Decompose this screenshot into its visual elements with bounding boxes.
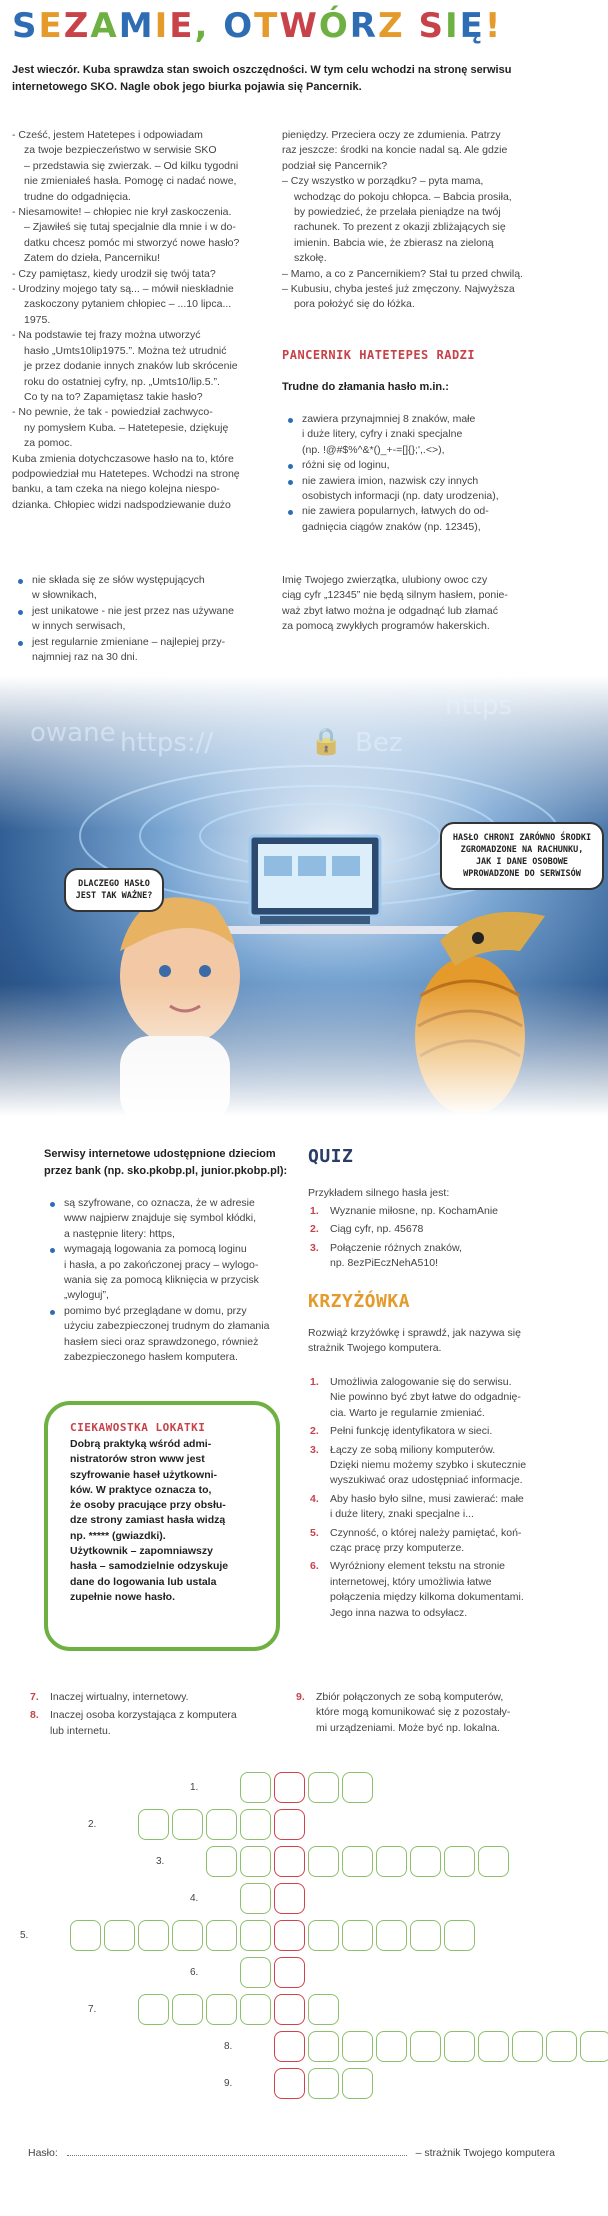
crossword-clue [28, 1708, 288, 1739]
answer-label: Hasło: [28, 2147, 58, 2159]
advice-item [12, 604, 282, 635]
crossword-cell[interactable] [274, 1957, 305, 1988]
crossword-clue-line: lub internetu. [50, 1724, 111, 1737]
story-line: – przedstawia się zwierzak. – Od kilku tygodni [24, 159, 239, 172]
crossword-clue [308, 1559, 598, 1621]
crossword-clue-line: cia. Warto je regularnie zmieniać. [330, 1406, 485, 1419]
title-letter: E [169, 6, 195, 46]
title-letter [405, 6, 419, 46]
title-letter: R [349, 6, 378, 46]
advice-item-line: jest regularnie zmieniane – najlepiej przy- [32, 635, 226, 648]
curiosity-line: np. ***** (gwiazdki). [70, 1529, 166, 1542]
bank-item-line: pomimo być przeglądane w domu, przy [64, 1304, 247, 1317]
advice-item-line: zawiera przynajmniej 8 znaków, małe [302, 413, 476, 425]
bank-item-line: wymagają logowania za pomocą loginu [64, 1243, 247, 1256]
answer-suffix: – strażnik Twojego komputera [415, 2147, 555, 2159]
crossword-cell[interactable] [308, 1846, 339, 1877]
crossword-cell[interactable] [546, 2031, 577, 2062]
crossword-cell[interactable] [410, 1920, 441, 1951]
title-letter: Z [377, 6, 405, 46]
crossword-clue-line: Inaczej wirtualny, internetowy. [50, 1691, 189, 1703]
quiz-option-line: Wyznanie miłosne, np. KochamAnie [330, 1205, 498, 1217]
advice-item-line: w słownikach, [32, 589, 97, 602]
story-line: szkołę. [294, 252, 327, 265]
advice-item-line: gadnięcia ciągów znaków (np. 12345), [302, 520, 481, 533]
crossword-clues-1-6 [308, 1375, 598, 1624]
story-line: - No pewnie, że tak - powiedział zachwyco- [12, 406, 213, 419]
item-number: 4. [310, 1492, 319, 1505]
crossword-clue-line: i duże litery, znaki specjalne i... [330, 1508, 474, 1521]
crossword-cell[interactable] [172, 1994, 203, 2025]
speech-bubble-boy [64, 868, 164, 912]
crossword-clue-line: Umożliwia zalogowanie się do serwisu. [330, 1376, 512, 1388]
item-number: 3. [310, 1241, 319, 1254]
story-line: – Kubusiu, chyba jesteś już zmęczony. Najwyższa [282, 283, 515, 296]
bubble-line: JAK I DANE OSOBOWE [475, 857, 569, 867]
title-letter: W [279, 6, 319, 46]
advice-item-line: (np. !@#$%^&*()_+-=[]{};',.<>), [302, 443, 445, 456]
crossword-row-label: 1. [190, 1782, 199, 1793]
crossword-row-label: 4. [190, 1893, 199, 1904]
crossword-cell[interactable] [308, 1772, 339, 1803]
crossword-clue-line: Aby hasło było silne, musi zawierać: małe [330, 1492, 524, 1505]
title-letter: Ó [318, 6, 350, 46]
curiosity-line: Użytkownik – zapomniawszy [70, 1545, 213, 1558]
story-line: rachunek. To prezent z okazji zbliżających się [294, 221, 506, 234]
bank-item [44, 1304, 294, 1366]
item-number: 1. [310, 1376, 319, 1388]
story-line: je przez dodanie innych znaków lub skrócenie [24, 360, 238, 373]
crossword-cell[interactable] [172, 1809, 203, 1840]
crossword-cell[interactable] [274, 2031, 305, 2062]
advice-item [12, 635, 282, 666]
bubble-line: ZGROMADZONE NA RACHUNKU, [460, 845, 584, 855]
crossword-cell[interactable] [274, 1809, 305, 1840]
advice-note-line: za pomocą zwykłych programów hakerskich. [282, 620, 490, 633]
curiosity-line: ków. W praktyce oznacza to, [70, 1483, 212, 1496]
crossword-grid [0, 1760, 608, 2120]
story-line: - Urodziny mojego taty są... – mówił nieskładnie [12, 283, 234, 296]
crossword-cell[interactable] [274, 1772, 305, 1803]
story-line: datku chcesz pomóc mi stworzyć nowe hasło? [24, 236, 240, 249]
crossword-cell[interactable] [206, 1994, 237, 2025]
item-number: 6. [310, 1560, 319, 1573]
intro-paragraph: Jest wieczór. Kuba sprawdza stan swoich oszczędności. W tym celu wchodzi na stronę serwisu internetowego SKO. Nagle obok jego biurka pojawia się Pancernik. [12, 64, 512, 93]
bank-item [44, 1242, 294, 1304]
advice-item-line: w innych serwisach, [32, 620, 126, 633]
crossword-cell[interactable] [206, 1846, 237, 1877]
screen-text-1: owane [30, 718, 116, 748]
crossword-row-label: 6. [190, 1967, 199, 1978]
story-right-column [282, 128, 582, 313]
crossword-cell[interactable] [240, 1883, 271, 1914]
crossword-clue-line: połączenia między kilkoma dokumentami. [330, 1591, 524, 1604]
crossword-cell[interactable] [138, 1994, 169, 2025]
item-number: 8. [30, 1709, 39, 1722]
story-line: pieniędzy. Przeciera oczy ze zdumienia. Patrzy [282, 129, 501, 141]
advice-item-line: różni się od loginu, [302, 459, 390, 472]
story-line: – Mamo, a co z Pancernikiem? Stał tu przed chwilą. [282, 267, 524, 280]
crossword-clue-line: Dzięki niemu możemy szybko i skutecznie [330, 1459, 527, 1472]
item-number: 3. [310, 1443, 319, 1456]
crossword-intro-line: strażnik Twojego komputera. [308, 1342, 442, 1355]
crossword-cell[interactable] [478, 2031, 509, 2062]
bubble-line: HASŁO CHRONI ZARÓWNO ŚRODKI [452, 833, 592, 843]
lock-icon: 🔒 [310, 726, 343, 756]
advice-list-continued [12, 573, 282, 665]
crossword-clues-7-8 [28, 1690, 288, 1742]
story-line: – Czy wszystko w porządku? – pyta mama, [282, 175, 484, 188]
crossword-row-label: 7. [88, 2004, 97, 2015]
crossword-clue-line: Pełni funkcję identyfikatora w sieci. [330, 1425, 493, 1438]
item-number: 5. [310, 1526, 319, 1539]
story-line: hasło „Umts10lip1975.”. Można też utrudnić [24, 344, 227, 357]
crossword-cell[interactable] [274, 1846, 305, 1877]
curiosity-box [44, 1401, 280, 1651]
crossword-cell[interactable] [274, 1994, 305, 2025]
story-line: - Niesamowite! – chłopiec nie krył zaskoczenia. [12, 206, 232, 219]
title-letter: I [444, 6, 460, 46]
crossword-row-label: 8. [224, 2041, 233, 2052]
crossword-clue-line: Czynność, o której należy pamiętać, koń- [330, 1526, 522, 1539]
story-line: Kuba zmienia dotychczasowe hasło na to, które [12, 452, 234, 465]
story-line: podpowiedział mu Hatetepes. Wchodzi na stronę [12, 467, 240, 480]
crossword-cell[interactable] [444, 1920, 475, 1951]
crossword-clue-line: Łączy ze sobą miliony komputerów. [330, 1443, 496, 1456]
crossword-clue [308, 1443, 598, 1489]
crossword-cell[interactable] [172, 1920, 203, 1951]
crossword-cell[interactable] [342, 1846, 373, 1877]
story-line: Zatem do dzieła, Pancerniku! [24, 252, 160, 265]
crossword-clue [294, 1690, 584, 1736]
title-letter: Z [63, 6, 91, 46]
crossword-cell[interactable] [342, 2068, 373, 2099]
story-line: – Zjawiłeś się tutaj specjalnie dla mnie i w do- [24, 221, 236, 234]
crossword-cell[interactable] [376, 2031, 407, 2062]
crossword-cell[interactable] [274, 1883, 305, 1914]
advice-heading: PANCERNIK HATETEPES RADZI [282, 348, 476, 362]
bank-item-line: wania się za pomocą kliknięcia w przycisk [64, 1274, 259, 1287]
advice-list [282, 412, 582, 535]
advice-item-line: osobistych informacji (np. daty urodzenia), [302, 490, 499, 503]
crossword-cell[interactable] [444, 2031, 475, 2062]
curiosity-line: że osoby pracujące przy obsłu- [70, 1499, 226, 1512]
story-line: 1975. [24, 313, 51, 326]
quiz-option-line: Ciąg cyfr, np. 45678 [330, 1223, 424, 1236]
crossword-clue-line: cząc pracę przy komputerze. [330, 1542, 465, 1555]
crossword-cell[interactable] [70, 1920, 101, 1951]
crossword-intro [308, 1326, 588, 1357]
story-line: dzianka. Chłopiec widzi nadspodziewanie dużo [12, 498, 231, 511]
bank-item [44, 1196, 294, 1242]
title-letter: ! [484, 6, 503, 46]
advice-note-line: Imię Twojego zwierzątka, ulubiony owoc czy [282, 574, 488, 586]
crossword-cell[interactable] [138, 1920, 169, 1951]
crossword-cell[interactable] [580, 2031, 608, 2062]
crossword-cell[interactable] [240, 1994, 271, 2025]
quiz-heading: QUIZ [308, 1146, 354, 1167]
story-line: raz jeszcze: środki na koncie nadal są. Ale gdzie [282, 144, 508, 157]
crossword-cell[interactable] [206, 1809, 237, 1840]
crossword-clue-line: mi urządzeniami. Może być np. lokalna. [316, 1721, 500, 1734]
crossword-cell[interactable] [342, 1920, 373, 1951]
item-number: 2. [310, 1223, 319, 1236]
story-line: by powiedzieć, że przelała pieniądze na twój [294, 206, 501, 219]
crossword-clue [308, 1424, 598, 1439]
curiosity-line: szyfrowanie haseł użytkowni- [70, 1468, 218, 1481]
bank-item-line: zabezpieczonego hasłem komputera. [64, 1351, 238, 1364]
curiosity-line: hasła – samodzielnie odzyskuje [70, 1560, 229, 1573]
crossword-clue [28, 1690, 288, 1705]
item-number: 1. [310, 1205, 319, 1217]
story-line: banku, a tam czeka na niego kolejna niespo- [12, 483, 220, 496]
advice-item [282, 412, 582, 458]
bank-heading [44, 1146, 294, 1180]
quiz-options [308, 1204, 588, 1275]
answer-line [28, 2146, 588, 2159]
story-line: - Na podstawie tej frazy można utworzyć [12, 329, 201, 342]
crossword-cell[interactable] [410, 2031, 441, 2062]
bank-heading-line: przez bank (np. sko.pkobp.pl, junior.pkobp.pl): [44, 1165, 288, 1177]
advice-item-line: nie zawiera popularnych, łatwych do od- [302, 505, 489, 518]
screen-text-3: Bez [355, 728, 403, 758]
crossword-cell[interactable] [240, 1772, 271, 1803]
quiz-intro: Przykładem silnego hasła jest: [308, 1187, 450, 1199]
crossword-cell[interactable] [104, 1920, 135, 1951]
bank-item-line: www najpierw znajduje się symbol kłódki, [64, 1212, 256, 1225]
curiosity-line: Dobrą praktyką wśród admi- [70, 1438, 212, 1450]
crossword-cell[interactable] [342, 1772, 373, 1803]
crossword-cell[interactable] [240, 1846, 271, 1877]
crossword-cell[interactable] [376, 1846, 407, 1877]
crossword-cell[interactable] [376, 1920, 407, 1951]
crossword-cell[interactable] [308, 2068, 339, 2099]
curiosity-line: dane do logowania lub ustala [70, 1575, 217, 1588]
title-letter: Ę [459, 6, 485, 46]
crossword-row-label: 3. [156, 1856, 165, 1867]
bubble-line: JEST TAK WAŻNE? [75, 891, 153, 901]
crossword-clues-9 [294, 1690, 584, 1739]
curiosity-line: dze strony zamiast hasła widzą [70, 1514, 226, 1527]
illustration [0, 676, 608, 1116]
title-letter: I [154, 6, 170, 46]
advice-subheading: Trudne do złamania hasło m.in.: [282, 381, 449, 393]
crossword-clue-line: internetowej, który umożliwia łatwe [330, 1575, 492, 1588]
item-number: 7. [30, 1691, 39, 1703]
crossword-row-label: 5. [20, 1930, 29, 1941]
story-line: pora położyć się do łóżka. [294, 298, 415, 311]
advice-item-line: jest unikatowe - nie jest przez nas używane [32, 604, 234, 617]
advice-item [12, 573, 282, 604]
item-number: 2. [310, 1425, 319, 1438]
crossword-cell[interactable] [308, 1994, 339, 2025]
crossword-cell[interactable] [206, 1920, 237, 1951]
story-line: trudne do odgadnięcia. [24, 190, 131, 203]
crossword-cell[interactable] [410, 1846, 441, 1877]
crossword-row-label: 2. [88, 1819, 97, 1830]
quiz-option [308, 1241, 588, 1272]
crossword-clue [308, 1375, 598, 1421]
crossword-intro-line: Rozwiąż krzyżówkę i sprawdź, jak nazywa się [308, 1327, 521, 1339]
answer-input-line[interactable] [67, 2146, 407, 2156]
crossword-clue [308, 1492, 598, 1523]
crossword-cell[interactable] [240, 1920, 271, 1951]
story-left-column [12, 128, 294, 513]
title-letter: T [254, 6, 280, 46]
crossword-cell[interactable] [308, 1920, 339, 1951]
advice-item [282, 474, 582, 505]
story-line: Co ty na to? Zapamiętasz takie hasło? [24, 390, 203, 403]
curiosity-heading: CIEKAWOSTKA LOKATKI [70, 1421, 206, 1434]
advice-note-line: waż zbyt łatwo można je odgadnąć lub złamać [282, 604, 498, 617]
story-line: zaskoczony pytaniem chłopiec – ...10 lipca... [24, 298, 232, 311]
bubble-line: WPROWADZONE DO SERWISÓW [463, 869, 581, 879]
story-line: za twoje bezpieczeństwo w serwisie SKO [24, 144, 217, 157]
crossword-clue-line: Zbiór połączonych ze sobą komputerów, [316, 1691, 504, 1703]
crossword-cell[interactable] [342, 2031, 373, 2062]
crossword-cell[interactable] [478, 1846, 509, 1877]
story-line: nie zmieniałeś hasła. Pomogę ci nadać nowe, [24, 175, 237, 188]
crossword-clue-line: które mogą komunikować się z pozostały- [316, 1706, 511, 1719]
bank-item-line: „wyloguj”, [64, 1289, 109, 1302]
bank-item-line: użyciu zabezpieczonej trudnym do złamania [64, 1320, 270, 1333]
story-line: - Czy pamiętasz, kiedy urodził się twój tata? [12, 267, 216, 280]
crossword-cell[interactable] [308, 2031, 339, 2062]
curiosity-line: zupełnie nowe hasło. [70, 1590, 176, 1603]
title-letter: E [38, 6, 64, 46]
title-letter: O [223, 6, 255, 46]
crossword-cell[interactable] [444, 1846, 475, 1877]
curiosity-text [70, 1437, 262, 1605]
crossword-clue-line: wyszukiwać oraz udostępniać informacje. [330, 1474, 523, 1487]
crossword-clue-line: Inaczej osoba korzystająca z komputera [50, 1709, 237, 1722]
curiosity-line: nistratorów stron www jest [70, 1453, 205, 1466]
quiz-option [308, 1204, 588, 1219]
crossword-cell[interactable] [240, 1809, 271, 1840]
crossword-heading: KRZYŻÓWKA [308, 1291, 411, 1312]
title-letter: A [90, 6, 119, 46]
screen-text-2: https:// [120, 728, 214, 758]
title-letter: S [12, 6, 39, 46]
bank-item-line: hasłem sieci oraz sprawdzonego, również [64, 1335, 259, 1348]
advice-note [282, 573, 582, 635]
advice-item-line: najmniej raz na 30 dni. [32, 651, 138, 664]
advice-item-line: nie składa się ze słów występujących [32, 574, 205, 586]
story-line: roku do ostatniej cyfry, np. „Umts10/lip.5.”. [24, 375, 220, 388]
quiz-option-line: Połączenie różnych znaków, [330, 1241, 462, 1254]
bank-heading-line: Serwisy internetowe udostępnione dzieciom [44, 1148, 276, 1160]
bank-item-line: i hasła, a po zakończonej pracy – wylogo- [64, 1258, 259, 1271]
screen-text-4: https [445, 691, 512, 721]
crossword-cell[interactable] [274, 2068, 305, 2099]
crossword-clue [308, 1526, 598, 1557]
story-line: podział się Pancernik? [282, 159, 388, 172]
story-line: - Cześć, jestem Hatetepes i odpowiadam [12, 129, 203, 141]
advice-item-line: nie zawiera imion, nazwisk czy innych [302, 474, 479, 487]
story-line: ny pomysłem Kuba. – Hatetepesie, dziękuję [24, 421, 229, 434]
crossword-row-label: 9. [224, 2078, 233, 2089]
crossword-clue-line: Jego inna nazwa to odsyłacz. [330, 1606, 468, 1619]
story-line: wchodząc do pokoju chłopca. – Babcia prosiła, [294, 190, 512, 203]
bank-item-line: a następnie litery: https, [64, 1227, 175, 1240]
speech-bubble-armadillo [440, 822, 604, 890]
crossword-cell[interactable] [240, 1957, 271, 1988]
quiz-option-line: np. 8ezPiEczNehA510! [330, 1257, 438, 1270]
advice-note-line: ciąg cyfr „12345” nie będą silnym hasłem, ponie- [282, 589, 508, 602]
bank-item-line: są szyfrowane, co oznacza, że w adresie [64, 1197, 255, 1209]
crossword-cell[interactable] [274, 1920, 305, 1951]
advice-item [282, 458, 582, 473]
bubble-line: DLACZEGO HASŁO [78, 879, 150, 889]
page-title [12, 6, 502, 46]
crossword-clue-line: Nie powinno być zbyt łatwe do odgadnię- [330, 1391, 521, 1404]
story-line: imienin. Babcia wie, że zbierasz na zieloną [294, 236, 494, 249]
crossword-clue-line: Wyróżniony element tekstu na stronie [330, 1560, 505, 1573]
advice-item-line: i duże litery, cyfry i znaki specjalne [302, 428, 463, 441]
item-number: 9. [296, 1691, 305, 1703]
title-letter: S [418, 6, 445, 46]
crossword-cell[interactable] [512, 2031, 543, 2062]
title-letter: M [118, 6, 155, 46]
bank-list [44, 1196, 294, 1365]
advice-item [282, 504, 582, 535]
title-letter [209, 6, 223, 46]
crossword-cell[interactable] [138, 1809, 169, 1840]
quiz-option [308, 1222, 588, 1237]
story-line: za pomoc. [24, 437, 73, 450]
title-letter: , [194, 6, 210, 46]
